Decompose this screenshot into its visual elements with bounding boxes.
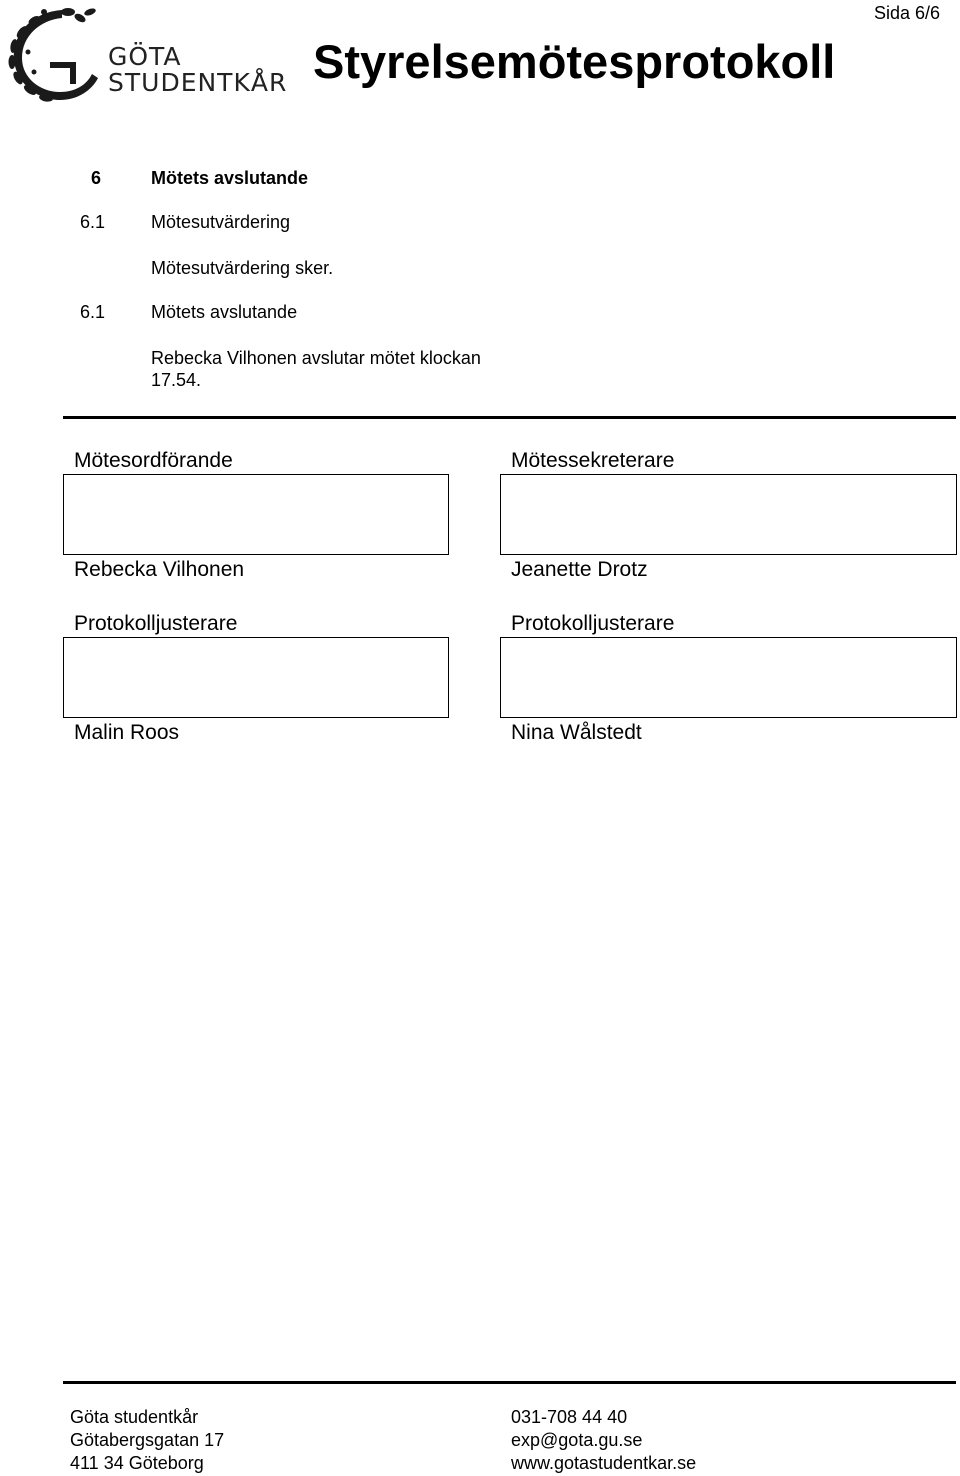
signature-role: Mötesordförande bbox=[74, 449, 233, 472]
subsection-body: Mötesutvärdering sker. bbox=[151, 258, 334, 278]
footer-address bbox=[70, 1406, 224, 1475]
signature-box bbox=[500, 637, 957, 718]
document-title: Styrelsemötesprotokoll bbox=[313, 35, 836, 88]
footer-contact bbox=[511, 1406, 696, 1475]
subsection-title: Mötesutvärdering bbox=[151, 212, 291, 232]
footer-street: Götabergsgatan 17 bbox=[70, 1430, 225, 1450]
page-number: Sida 6/6 bbox=[873, 3, 940, 23]
signatory-name: Nina Wålstedt bbox=[511, 721, 642, 744]
signature-role: Mötessekreterare bbox=[511, 449, 675, 472]
footer-org: Göta studentkår bbox=[70, 1407, 199, 1427]
subsection-body: Rebecka Vilhonen avslutar mötet klockan 17.54. bbox=[151, 348, 481, 390]
subsection-number: 6.1 bbox=[80, 302, 106, 322]
footer-divider bbox=[63, 1381, 956, 1384]
gota-studentkar-logo bbox=[4, 2, 288, 106]
signature-role: Protokolljusterare bbox=[511, 612, 675, 635]
signature-box bbox=[500, 474, 957, 555]
subsection-number: 6.1 bbox=[80, 212, 106, 232]
signatory-name: Jeanette Drotz bbox=[511, 558, 648, 581]
signature-role: Protokolljusterare bbox=[74, 612, 238, 635]
footer-website[interactable]: www.gotastudentkar.se bbox=[511, 1453, 697, 1473]
signatory-name: Malin Roos bbox=[74, 721, 180, 744]
subsection-title: Mötets avslutande bbox=[151, 302, 298, 322]
divider bbox=[63, 416, 956, 419]
laurel-wreath-icon bbox=[4, 2, 108, 106]
signatory-name: Rebecka Vilhonen bbox=[74, 558, 245, 581]
footer-email[interactable]: exp@gota.gu.se bbox=[511, 1430, 643, 1450]
logo-text-line2: STUDENTKÅR bbox=[108, 68, 288, 97]
signature-box bbox=[63, 637, 449, 718]
section-title: Mötets avslutande bbox=[151, 168, 309, 188]
footer-city: 411 34 Göteborg bbox=[70, 1453, 204, 1473]
logo-text-line1: GÖTA bbox=[108, 42, 182, 71]
signature-box bbox=[63, 474, 449, 555]
footer-phone: 031-708 44 40 bbox=[511, 1407, 628, 1427]
section-number: 6 bbox=[91, 168, 102, 188]
